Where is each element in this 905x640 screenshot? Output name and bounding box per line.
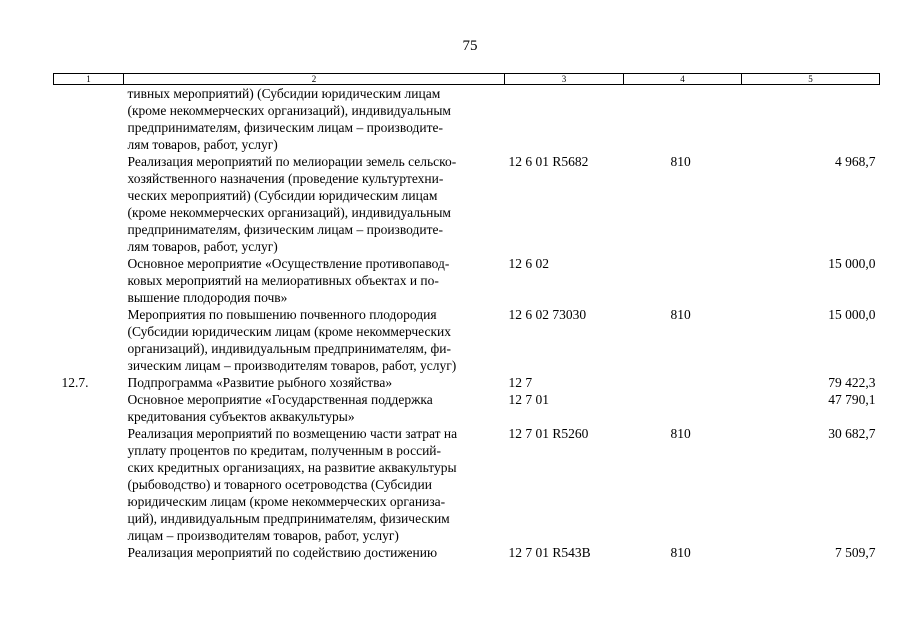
row-code xyxy=(505,85,624,154)
row-amount xyxy=(742,85,880,154)
row-kind xyxy=(624,391,742,425)
column-header-2: 2 xyxy=(124,74,505,85)
description-line: ческих мероприятий) (Субсидии юридическим лицам xyxy=(127,188,438,203)
description-line: организаций), индивидуальным предпринимателям, фи- xyxy=(127,341,452,356)
row-description xyxy=(124,85,505,154)
table-row xyxy=(54,255,880,306)
row-kind: 810 xyxy=(670,307,691,322)
row-code: 12 7 01 R5260 xyxy=(508,426,589,441)
row-description xyxy=(124,544,505,561)
row-kind xyxy=(624,85,742,154)
row-description xyxy=(124,425,505,544)
row-code: 12 7 01 xyxy=(508,392,549,407)
row-amount: 7 509,7 xyxy=(835,545,876,560)
row-amount: 47 790,1 xyxy=(828,392,876,407)
column-header-3: 3 xyxy=(505,74,624,85)
description-line: (рыбоводство) и товарного осетроводства (Субсидии xyxy=(127,477,432,492)
description-line: ковых мероприятий на мелиоративных объектах и по- xyxy=(127,273,439,288)
description-line: зическим лицам – производителям товаров, работ, услуг) xyxy=(127,358,457,373)
row-number xyxy=(54,425,124,544)
row-code: 12 6 02 73030 xyxy=(508,307,587,322)
row-number xyxy=(54,306,124,374)
description-line: Реализация мероприятий по содействию достижению xyxy=(127,545,438,560)
description-line: предпринимателям, физическим лицам – производите- xyxy=(127,120,443,135)
column-header-1: 1 xyxy=(54,74,124,85)
description-line: ций), индивидуальным предпринимателям, физическим xyxy=(127,511,450,526)
row-kind: 810 xyxy=(670,426,691,441)
description-line: уплату процентов по кредитам, полученным в россий- xyxy=(127,443,442,458)
header-row xyxy=(54,74,880,85)
description-line: вышение плодородия почв» xyxy=(127,290,288,305)
row-kind: 810 xyxy=(670,545,691,560)
description-line: предпринимателям, физическим лицам – производите- xyxy=(127,222,443,237)
description-line: (кроме некоммерческих организаций), индивидуальным xyxy=(127,103,451,118)
row-description xyxy=(124,255,505,306)
column-header-4: 4 xyxy=(624,74,742,85)
description-line: хозяйственного назначения (проведение культуртехни- xyxy=(127,171,444,186)
row-amount: 4 968,7 xyxy=(835,154,876,169)
row-code: 12 6 01 R5682 xyxy=(508,154,589,169)
row-description xyxy=(124,391,505,425)
description-line: Мероприятия по повышению почвенного плодородия xyxy=(127,307,437,322)
row-code: 12 7 01 R543В xyxy=(508,545,591,560)
description-line: тивных мероприятий) (Субсидии юридическим лицам xyxy=(127,86,441,101)
row-description xyxy=(124,374,505,391)
description-line: юридическим лицам (кроме некоммерческих организа- xyxy=(127,494,446,509)
description-line: (Субсидии юридическим лицам (кроме некоммерческих xyxy=(127,324,451,339)
description-line: Основное мероприятие «Осуществление противопавод- xyxy=(127,256,450,271)
table-row xyxy=(54,544,880,561)
description-line: кредитования субъектов аквакультуры» xyxy=(127,409,355,424)
row-description xyxy=(124,153,505,255)
column-header-5: 5 xyxy=(742,74,880,85)
row-number xyxy=(54,153,124,255)
description-line: (кроме некоммерческих организаций), индивидуальным xyxy=(127,205,451,220)
description-line: Основное мероприятие «Государственная поддержка xyxy=(127,392,433,407)
table-row xyxy=(54,374,880,391)
row-description xyxy=(124,306,505,374)
row-number xyxy=(54,391,124,425)
table-row xyxy=(54,306,880,374)
row-number xyxy=(54,544,124,561)
row-amount: 15 000,0 xyxy=(828,256,876,271)
row-number xyxy=(54,255,124,306)
table-row xyxy=(54,391,880,425)
table-row xyxy=(54,85,880,154)
row-code: 12 7 xyxy=(508,375,533,390)
description-line: лям товаров, работ, услуг) xyxy=(127,137,278,152)
budget-table xyxy=(53,73,880,561)
row-kind xyxy=(624,255,742,306)
table-header xyxy=(54,74,880,85)
description-line: лицам – производителям товаров, работ, услуг) xyxy=(127,528,399,543)
description-line: Реализация мероприятий по возмещению части затрат на xyxy=(127,426,458,441)
description-line: Подпрограмма «Развитие рыбного хозяйства» xyxy=(127,375,393,390)
row-amount: 30 682,7 xyxy=(828,426,876,441)
description-line: ских кредитных организациях, на развитие аквакультуры xyxy=(127,460,457,475)
page-number: 75 xyxy=(462,38,478,54)
row-amount: 15 000,0 xyxy=(828,307,876,322)
table-body xyxy=(54,85,880,562)
row-code: 12 6 02 xyxy=(508,256,549,271)
row-number xyxy=(54,85,124,154)
row-kind xyxy=(624,374,742,391)
row-kind: 810 xyxy=(670,154,691,169)
row-number: 12.7. xyxy=(61,375,89,390)
table-row xyxy=(54,425,880,544)
description-line: Реализация мероприятий по мелиорации земель сельско- xyxy=(127,154,457,169)
table-row xyxy=(54,153,880,255)
row-amount: 79 422,3 xyxy=(828,375,876,390)
description-line: лям товаров, работ, услуг) xyxy=(127,239,278,254)
